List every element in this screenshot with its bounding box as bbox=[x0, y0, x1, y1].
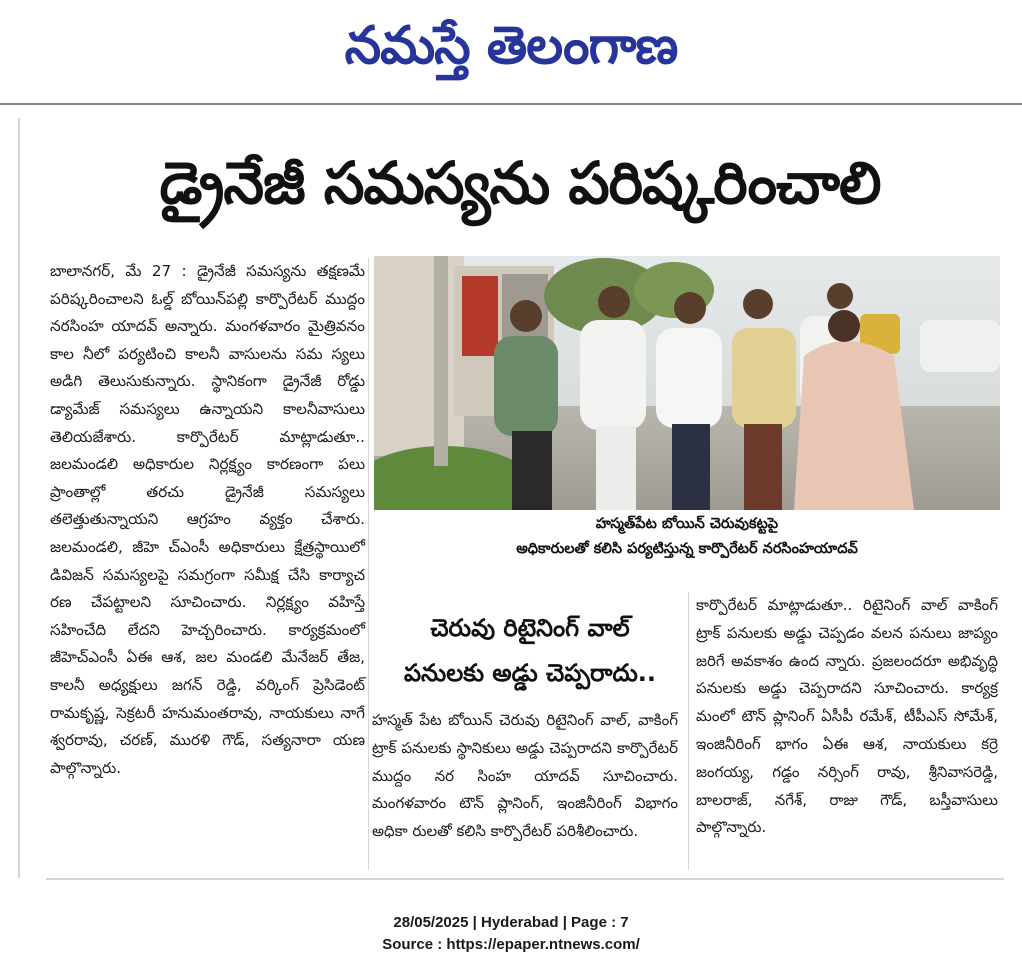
masthead bbox=[0, 0, 1022, 104]
masthead-divider bbox=[0, 103, 1022, 105]
body-paragraph: హస్మత్ పేట బోయిన్ చెరువు రిటైనింగ్ వాల్, వాకింగ్ ట్రాక్ పనులకు స్థానికులు అడ్డు చెప్పరాదని కార్పొరేటర్ ముద్దం నర సింహ యాదవ్ సూచించారు. మంగళవారం టౌన్ ప్లానింగ్, ఇంజినీరింగ్ విభాగం అధికా రులతో కలిసి కార్పొరేటర్ పరిశీలించారు. bbox=[372, 711, 678, 841]
page-footer bbox=[0, 912, 1022, 956]
subheadline-line: చెరువు రిటైనింగ్ వాల్ bbox=[430, 614, 630, 642]
newspaper-logo: నమస్తే తెలంగాణ bbox=[344, 16, 678, 76]
subheadline-line: పనులకు అడ్డు చెప్పరాదు.. bbox=[403, 659, 656, 687]
article-body-right-column bbox=[696, 592, 998, 842]
body-paragraph: బాలానగర్, మే 27 : డ్రైనేజీ సమస్యను తక్షణమే పరిష్కరించాలని ఓల్డ్ బోయిన్‌పల్లి కార్పొరేటర్ ముద్దం నరసింహ యాదవ్ అన్నారు. మంగళవారం మైత్రివనం కాల నీలో పర్యటించి కాలనీ వాసులను సమ స్యలు అడిగి తెలుసుకున్నారు. స్థానికంగా డ్రైనేజీ రోడ్డు డ్యామేజ్ సమస్యలు ఉన్నాయని కాలనీవాసులు తెలియజేశారు. కార్పొరేటర్ మాట్లాడుతూ.. జలమండలి అధికారుల నిర్లక్ష్యం కారణంగా పలు ప్రాంతాల్లో తరచు డ్రైనేజీ సమస్యలు తలెత్తుతున్నాయని ఆగ్రహం వ్యక్తం చేశారు. జలమండలి, జీహె చ్‌ఎంసీ అధికారులు క్షేత్రస్థాయిలో డివిజన్ సమస్యలపై సమగ్రంగా సమీక్ష చేసి కార్యాచ రణ చేపట్టాలని సూచించారు. నిర్లక్ష్యం వహిస్తే సహించేది లేదని హెచ్చరించారు. కార్యక్రమంలో జీహెచ్‌ఎంసీ ఏఈ ఆశ, జల మండలి మేనేజర్ తేజ, కాలనీ అధ్యక్షులు జగన్ రెడ్డి, వర్కింగ్ ప్రెసిడెంట్ రామకృష్ణ, సెక్రటరీ హనుమంతరావు, నాయకులు నాగే శ్వరరావు, చరణ్, మురళి గౌడ్, సత్యనారా యణ పాల్గొన్నారు. bbox=[50, 262, 365, 777]
photo-caption-line: అధికారులతో కలిసి పర్యటిస్తున్న కార్పొరేటర్ నరసింహయాదవ్ bbox=[516, 541, 858, 557]
article-headline: డ్రైనేజీ సమస్యను పరిష్కరించాలి bbox=[159, 149, 881, 217]
body-paragraph: కార్పొరేటర్ మాట్లాడుతూ.. రిటైనింగ్ వాల్ వాకింగ్ ట్రాక్ పనులకు అడ్డు చెప్పడం వలన పనులు జాప్యం జరిగే అవకాశం ఉంద న్నారు. ప్రజలందరూ అభివృద్ధి పనులకు అడ్డు చెప్పరాదని సూచించారు. కార్యక్ర మంలో టౌన్ ప్లానింగ్ ఏసీపీ రమేశ్, టీపీఎస్ సోమేశ్, ఇంజినీరింగ్ భాగం ఏఈ ఆశ, నాయకులు కర్రె జంగయ్య, గడ్డం నర్సింగ్ రావు, శ్రీనివాసరెడ్డి, బాలరాజ్, నగేశ్, రాజు గౌడ్, బస్తీవాసులు పాల్గొన్నారు. bbox=[696, 596, 998, 837]
photo-caption bbox=[374, 512, 1000, 562]
article-subheadline bbox=[380, 606, 680, 696]
footer-source-link[interactable]: Source : https://epaper.ntnews.com/ bbox=[382, 936, 640, 953]
column-divider bbox=[688, 592, 689, 870]
article-bottom-rule bbox=[46, 878, 1004, 880]
column-divider bbox=[368, 258, 369, 870]
left-margin-rule bbox=[18, 118, 20, 878]
photo-caption-line: హస్మత్‌పేట బోయిన్ చెరువుకట్టపై bbox=[595, 516, 779, 532]
footer-date-edition-page: 28/05/2025 | Hyderabad | Page : 7 bbox=[393, 914, 629, 931]
article-body-middle-column bbox=[372, 707, 678, 846]
photo-illustration bbox=[374, 256, 1000, 510]
article-body-left-column bbox=[50, 258, 365, 782]
article-photo bbox=[374, 256, 1000, 510]
